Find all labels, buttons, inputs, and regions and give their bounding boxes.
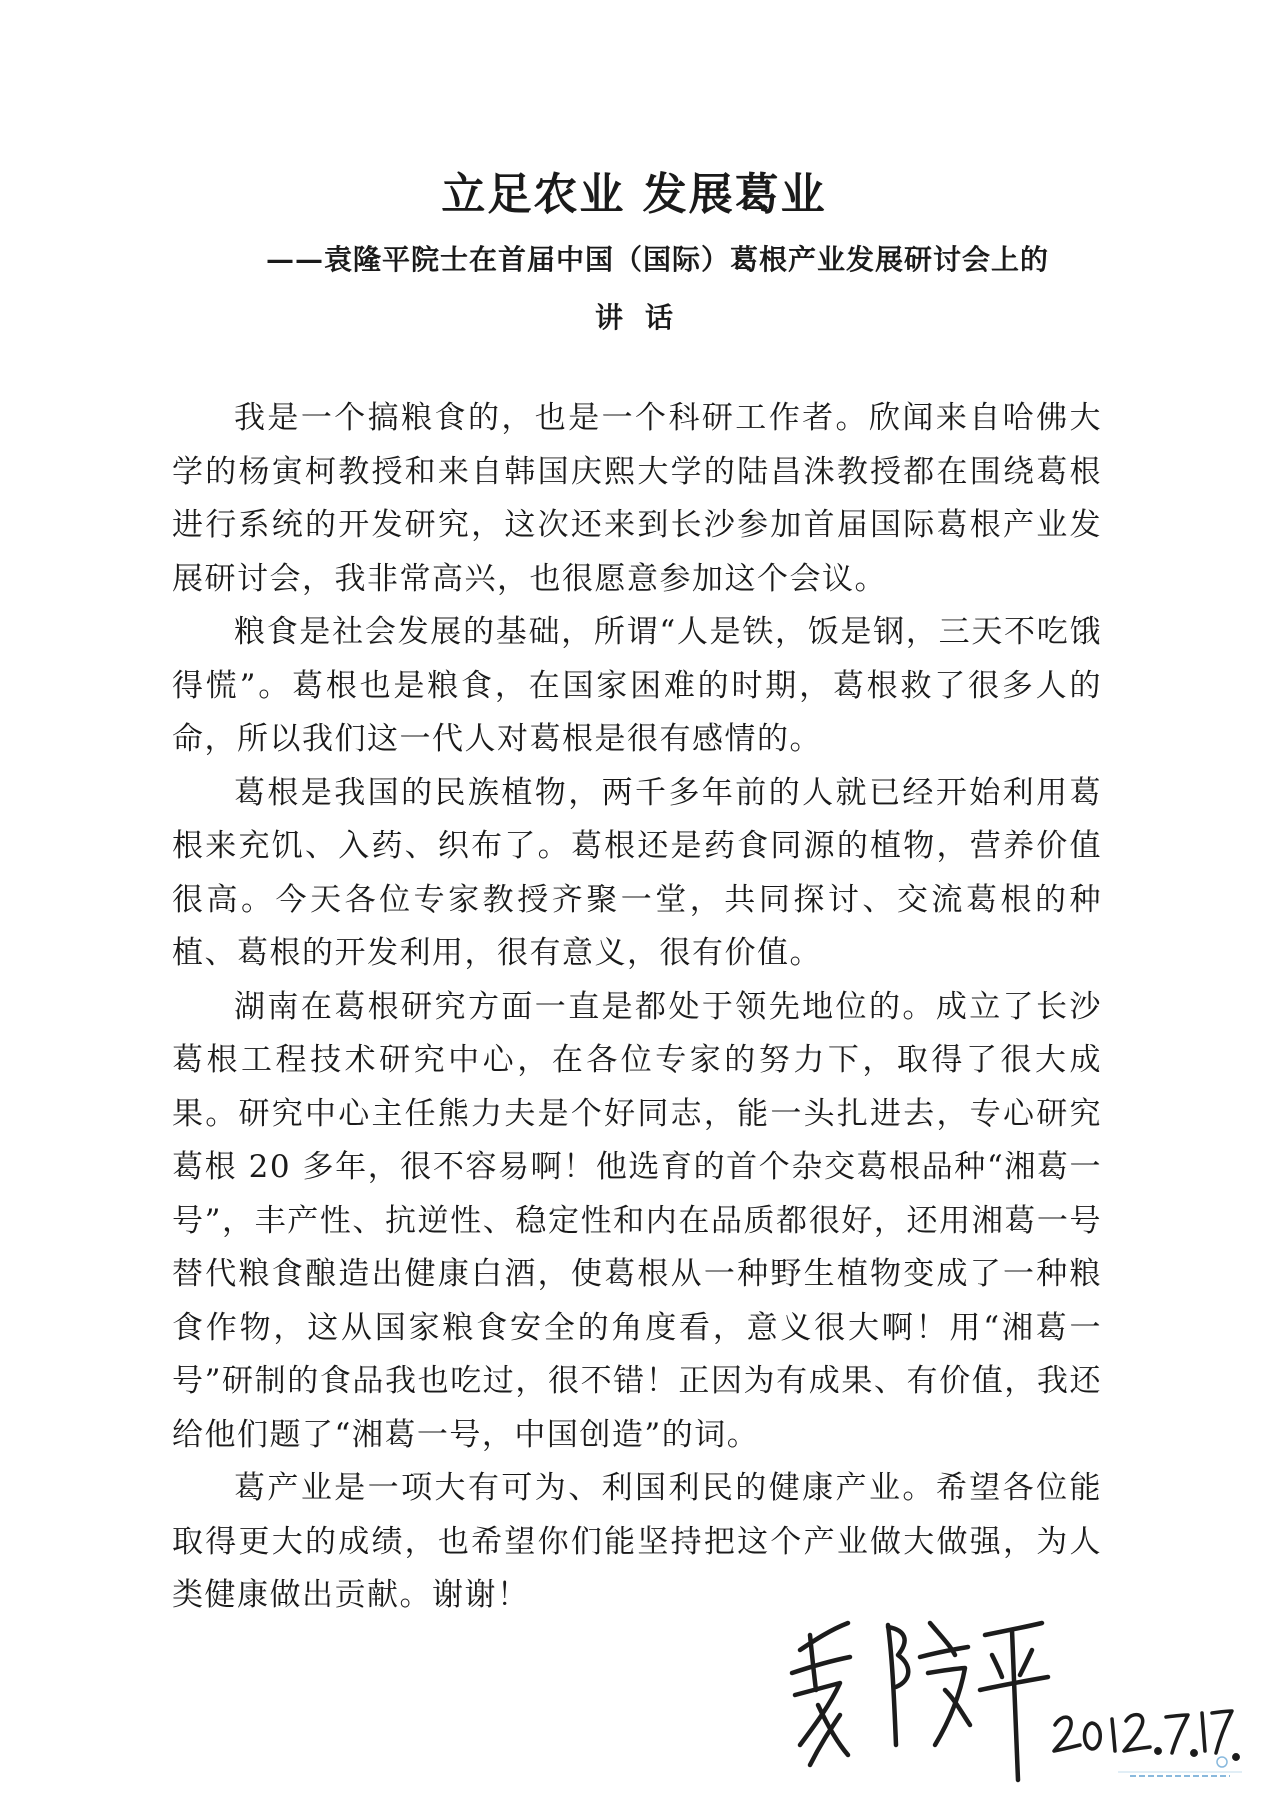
paragraph: 湖南在葛根研究方面一直是都处于领先地位的。成立了长沙葛根工程技术研究中心，在各位专家的努力下，取得了很大成果。研究中心主任熊力夫是个好同志，能一头扎进去，专心研究葛根 20 多年，很不容易啊！他选育的首个杂交葛根品种“湘葛一号”，丰产性、抗逆性、稳定性和内在品质都很好，还用湘葛一号替代粮食酿造出健康白酒，使葛根从一种野生植物变成了一种粮食作物，这从国家粮食安全的角度看，意义很大啊！用“湘葛一号”研制的食品我也吃过，很不错！正因为有成果、有价值，我还给他们题了“湘葛一号，中国创造”的词。	[172, 988, 1102, 1453]
paragraph: 葛产业是一项大有可为、利国利民的健康产业。希望各位能取得更大的成绩，也希望你们能坚持把这个产业做大做强，为人类健康做出贡献。谢谢！	[172, 1470, 1102, 1613]
speech-body	[172, 392, 1102, 1623]
paragraph: 粮食是社会发展的基础，所谓“人是铁，饭是钢，三天不吃饿得慌”。葛根也是粮食，在国家困难的时期，葛根救了很多人的命，所以我们这一代人对葛根是很有感情的。	[172, 614, 1102, 757]
paragraph: 葛根是我国的民族植物，两千多年前的人就已经开始利用葛根来充饥、入药、织布了。葛根还是药食同源的植物，营养价值很高。今天各位专家教授齐聚一堂，共同探讨、交流葛根的种植、葛根的开发利用，很有意义，很有价值。	[172, 774, 1102, 971]
document-subtitle-continued: 讲话	[594, 301, 695, 334]
document-title: 立足农业 发展葛业	[441, 169, 827, 220]
paragraph: 我是一个搞粮食的，也是一个科研工作者。欣闻来自哈佛大学的杨寅柯教授和来自韩国庆熙大学的陆昌洙教授都在围绕葛根进行系统的开发研究，这次还来到长沙参加首届国际葛根产业发展研讨会，我非常高兴，也很愿意参加这个会议。	[172, 400, 1102, 597]
document-subtitle: ——袁隆平院士在首届中国（国际）葛根产业发展研讨会上的	[266, 243, 1050, 276]
site-watermark-logo	[1110, 1754, 1250, 1780]
